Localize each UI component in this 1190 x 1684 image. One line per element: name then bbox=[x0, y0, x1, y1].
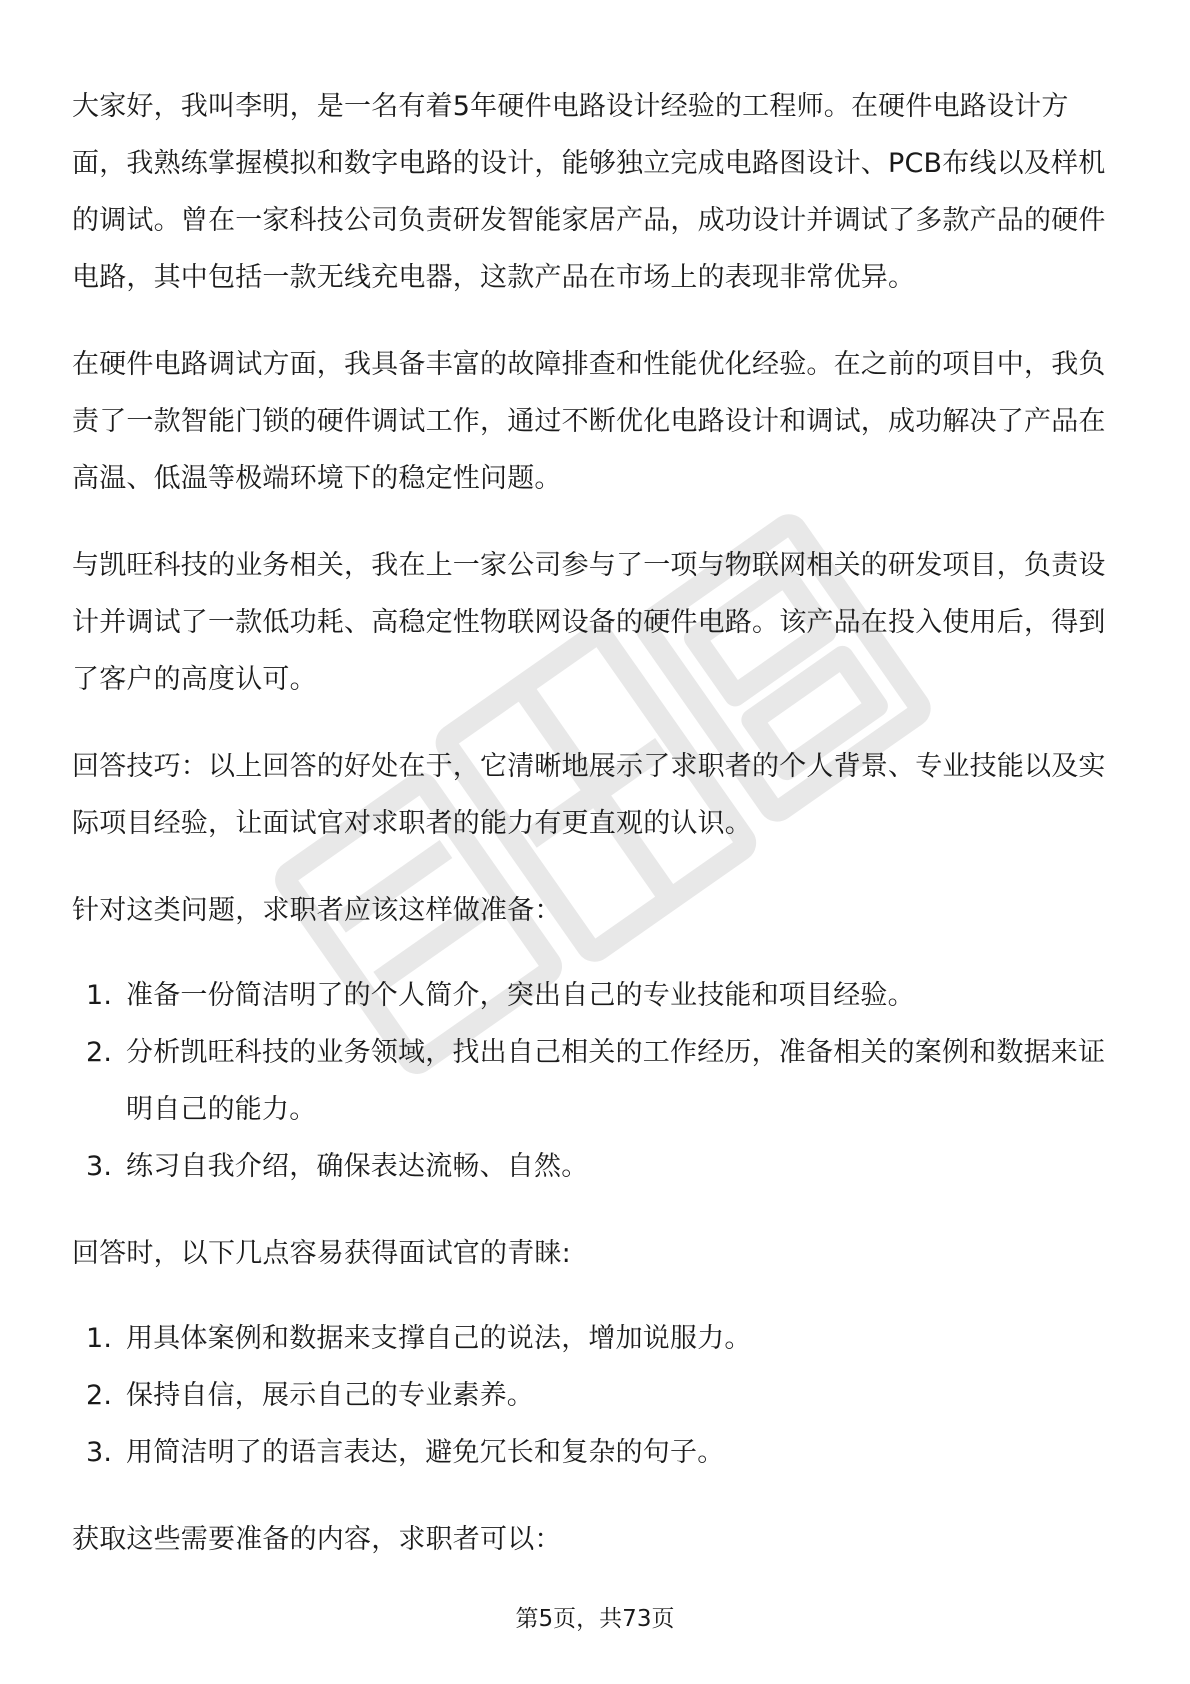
paragraph-closing-heading: 获取这些需要准备的内容，求职者可以： bbox=[72, 1524, 562, 1555]
list-item-number: 2. bbox=[86, 1380, 113, 1411]
paragraph-prep-heading: 针对这类问题，求职者应该这样做准备： bbox=[72, 895, 562, 926]
list-item-text: 分析凯旺科技的业务领域，找出自己相关的工作经历，准备相关的案例和数据来证明自己的能力。 bbox=[126, 1037, 1106, 1125]
list-item bbox=[72, 1367, 1122, 1424]
list-item-text: 用具体案例和数据来支撑自己的说法，增加说服力。 bbox=[126, 1323, 752, 1354]
page-number-footer: 第5页，共73页 bbox=[515, 1606, 675, 1632]
list-item bbox=[72, 1024, 1122, 1138]
list-item-text: 用简洁明了的语言表达，避免冗长和复杂的句子。 bbox=[126, 1437, 725, 1468]
list-item-number: 1. bbox=[86, 1323, 113, 1354]
prep-list bbox=[72, 967, 1122, 1195]
list-item-text: 准备一份简洁明了的个人简介，突出自己的专业技能和项目经验。 bbox=[126, 980, 915, 1011]
paragraph-iot: 与凯旺科技的业务相关，我在上一家公司参与了一项与物联网相关的研发项目，负责设计并调试了一款低功耗、高稳定性物联网设备的硬件电路。该产品在投入使用后，得到了客户的高度认可。 bbox=[72, 550, 1106, 695]
paragraph-tips-heading: 回答时，以下几点容易获得面试官的青睐: bbox=[72, 1238, 571, 1269]
list-item-number: 3. bbox=[86, 1151, 113, 1182]
paragraph-answer-tips: 回答技巧：以上回答的好处在于，它清晰地展示了求职者的个人背景、专业技能以及实际项目经验，让面试官对求职者的能力有更直观的认识。 bbox=[72, 751, 1106, 839]
list-item bbox=[72, 967, 1122, 1024]
paragraph-debugging: 在硬件电路调试方面，我具备丰富的故障排查和性能优化经验。在之前的项目中，我负责了一款智能门锁的硬件调试工作，通过不断优化电路设计和调试，成功解决了产品在高温、低温等极端环境下的稳定性问题。 bbox=[72, 349, 1106, 494]
document-body bbox=[72, 78, 1122, 1598]
list-item-number: 2. bbox=[86, 1037, 113, 1068]
list-item bbox=[72, 1310, 1122, 1367]
list-item-text: 练习自我介绍，确保表达流畅、自然。 bbox=[126, 1151, 589, 1182]
list-item-text: 保持自信，展示自己的专业素养。 bbox=[126, 1380, 534, 1411]
tips-list bbox=[72, 1310, 1122, 1481]
list-item bbox=[72, 1424, 1122, 1481]
paragraph-intro: 大家好，我叫李明，是一名有着5年硬件电路设计经验的工程师。在硬件电路设计方面，我熟练掌握模拟和数字电路的设计，能够独立完成电路图设计、PCB布线以及样机的调试。曾在一家科技公司负责研发智能家居产品，成功设计并调试了多款产品的硬件电路，其中包括一款无线充电器，这款产品在市场上的表现非常优异。 bbox=[72, 91, 1106, 293]
list-item bbox=[72, 1138, 1122, 1195]
list-item-number: 3. bbox=[86, 1437, 113, 1468]
list-item-number: 1. bbox=[86, 980, 113, 1011]
